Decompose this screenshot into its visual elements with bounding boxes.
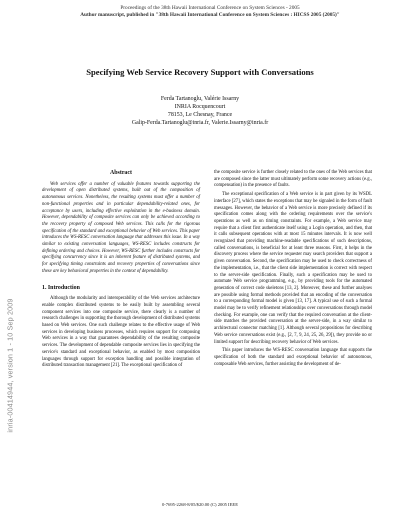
body-paragraph: This paper introduces the WS-RESC conversation language that supports the specification of both the standard and exceptional behavior of autonomous, composable Web services, further assisting the development of de- [214,348,372,367]
abstract-paragraph: Web services offer a number of valuable features towards supporting the development of open distributed systems, built out of the composition of autonomous services. Nonetheless, the resulting systems must offer a number of non-functional properties and in particular dependability-related ones, for acceptance by users, including effective exploitation in the e-business domain. However, dependability of composite services can only be achieved according to the recovery property of composed Web services. This calls for the rigorous specification of the standard and exceptional behavior of Web services. This paper introduces the WS-RESC conversation language that addresses this issue. In a way similar to existing conversation languages, WS-RESC includes constructs for defining ordering and choices. However, WS-RESC further includes constructs for specifying concurrency since it is an inherent feature of distributed systems, and for specifying timing constraints and recovery properties of conversations since these are key behavioral properties in the context of dependability. [42,181,200,274]
body-paragraph: The exceptional specification of a Web service is in part given by its WSDL interface [27], which states the exceptions that may be signaled in the form of fault messages. However, the behavior of a Web service is more precisely defined if its specification comes along with the ordering requirements over the service's operations as well as on timing constraints. For example, a Web service may require that a client first authenticate itself using a Login operation, and then, that it calls subsequent operations with at most 15 minutes intervals. It is now well recognized that providing machine-readable specifications of such descriptions, called conversations, is beneficial for at least three reasons. First, it helps in the discovery process where the service requester may search providers that support a given conversation. Second, the specification may be used to check correctness of the implementation, i.e., that the client side implementation is correct with respect to the server-side specification. Finally, such a specification may be used to automate Web service programming, e.g., by providing tools for the automated generation of correct code skeletons [13, 2]. Moreover, these and further analyses are possible using formal methods provided that an encoding of the conversation to a corresponding formal model is given [13, 17]. A typical use of such a formal model may be to verify refinement relationships over conversations through model checking. For example, one can verify that the required conversation at the client-side matches the provided conversation at the server-side, in a way similar to architectural connector matching [1]. Although several propositions for describing Web service conversations exist (e.g., [2, 7, 9, 24, 25, 26, 29]), they provide no or limited support for describing recovery behavior of Web services. [214,192,372,345]
page-footer: 0-7695-2268-8/05/$20.00 (C) 2005 IEEE [161,502,239,507]
paper-title: Specifying Web Service Recovery Support with Conversations [86,67,314,77]
abstract-heading: Abstract [110,170,132,176]
running-header [60,5,360,18]
right-column [214,170,372,368]
author-address: 78153, Le Chesnay, France [167,112,233,118]
left-column [42,170,200,370]
author-institution: INRIA Rocquencourt [174,104,226,110]
author-block [60,95,340,127]
proceedings-line: Proceedings of the 38th Hawaii International Conference on System Sciences - 2005 [120,5,300,11]
introduction-paragraph: Although the modularity and interoperability of the Web services architecture enable complex distributed systems to be easily built by assembling several component services into one composite service, there clearly is a number of research challenges in supporting the thorough development of distributed systems based on Web services. One such challenge relates to the effective usage of Web services in developing business processes, which requires support for composing Web services in a way that guarantees dependability of the resulting composite services. The development of dependable composite services lies in specifying the service's standard and exceptional behavior, as enabled by most composition languages through support for exception handling and possible integration of distributed transaction management [21]. The exceptional specification of [42,296,200,369]
archive-identifier [3,230,17,500]
body-paragraph: the composite service is further closely related to the ones of the Web services that are composed since the latter must ultimately perform some recovery actions (e.g., compensation) in the presence of faults. [214,170,372,189]
author-names: Ferda Tartanoglu, Valérie Issarny [160,96,240,102]
introduction-heading: 1. Introduction [42,284,80,291]
abstract-body [42,182,200,276]
author-manuscript-line: Author manuscript, published in "38th Hawaii International Conference on System Sciences : HICSS 2005 (2005)" [80,11,340,18]
author-emails: Galip-Ferda.Tartanoglu@inria.fr, Valerie.Issarny@inria.fr [131,120,269,126]
archive-identifier-text: inria-00414944, version 1 - 10 Sep 2009 [5,297,15,433]
